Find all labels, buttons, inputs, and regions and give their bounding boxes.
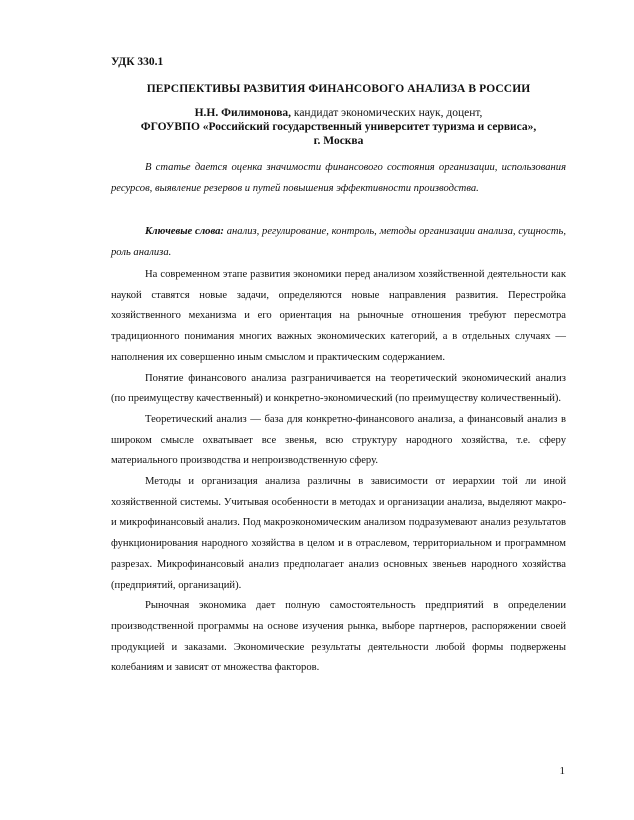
paragraph: На современном этапе развития экономики перед анализом хозяйственной деятельности как наукой ставятся новые задачи, определяются новые направления развития. Перестройка хозяйственного механизма и его ориентация на рыночные отношения требуют пересмотра традиционного понимания многих важных экономических категорий, а в отдельных случаях — наполнения их совершенно иным смыслом и практическим содержанием. [111,269,566,363]
paragraph: Теоретический анализ — база для конкретно-финансового анализа, а финансовый анализ в широком смысле охватывает все звенья, всю структуру народного хозяйства, т.е. сферу материального производства и непроизводственную сферу. [111,413,566,467]
keywords-text: анализ, регулирование, контроль, методы организации анализа, сущность, роль анализа. [111,226,566,258]
author-line [111,106,566,120]
paragraph: Понятие финансового анализа разграничивается на теоретический экономический анализ (по преимуществу качественный) и конкретно-экономический (по преимуществу количественный). [111,372,566,405]
abstract: В статье дается оценка значимости финансового состояния организации, использования ресурсов, выявление резервов и путей повышения эффективности производства. [111,162,566,194]
paragraph: Методы и организация анализа различны в зависимости от иерархии той ли иной хозяйственной системы. Учитывая особенности в методах и организации анализа, выделяют макро- и микрофинансовый анализ. Под макроэкономическим анализом подразумевают анализ результатов функционирования народного хозяйства в целом и в отраслевом, территориальном и программном разрезах. Микрофинансовый анализ предполагает анализ основных звеньев народного хозяйства (предприятий, организаций). [111,476,566,591]
author-position: кандидат экономических наук, доцент, [291,107,483,119]
keywords [111,221,566,263]
paragraph: Рыночная экономика дает полную самостоятельность предприятий в определении производственной программы на основе изучения рынка, выборе партнеров, распоряжении своей продукцией и заказами. Экономические результаты деятельности любой формы подвержены колебаниям и зависят от множества факторов. [111,600,566,674]
keywords-label: Ключевые слова: [145,226,224,237]
author-block [111,106,566,148]
article-title: ПЕРСПЕКТИВЫ РАЗВИТИЯ ФИНАНСОВОГО АНАЛИЗА В РОССИИ [146,83,531,95]
author-name: Н.Н. Филимонова, [194,107,292,119]
author-city: г. Москва [313,135,364,147]
body-text [111,265,566,679]
author-organization: ФГОУВПО «Российский государственный университет туризма и сервиса», [140,121,537,133]
udk-code: УДК 330.1 [111,56,164,68]
page-number: 1 [559,765,565,777]
